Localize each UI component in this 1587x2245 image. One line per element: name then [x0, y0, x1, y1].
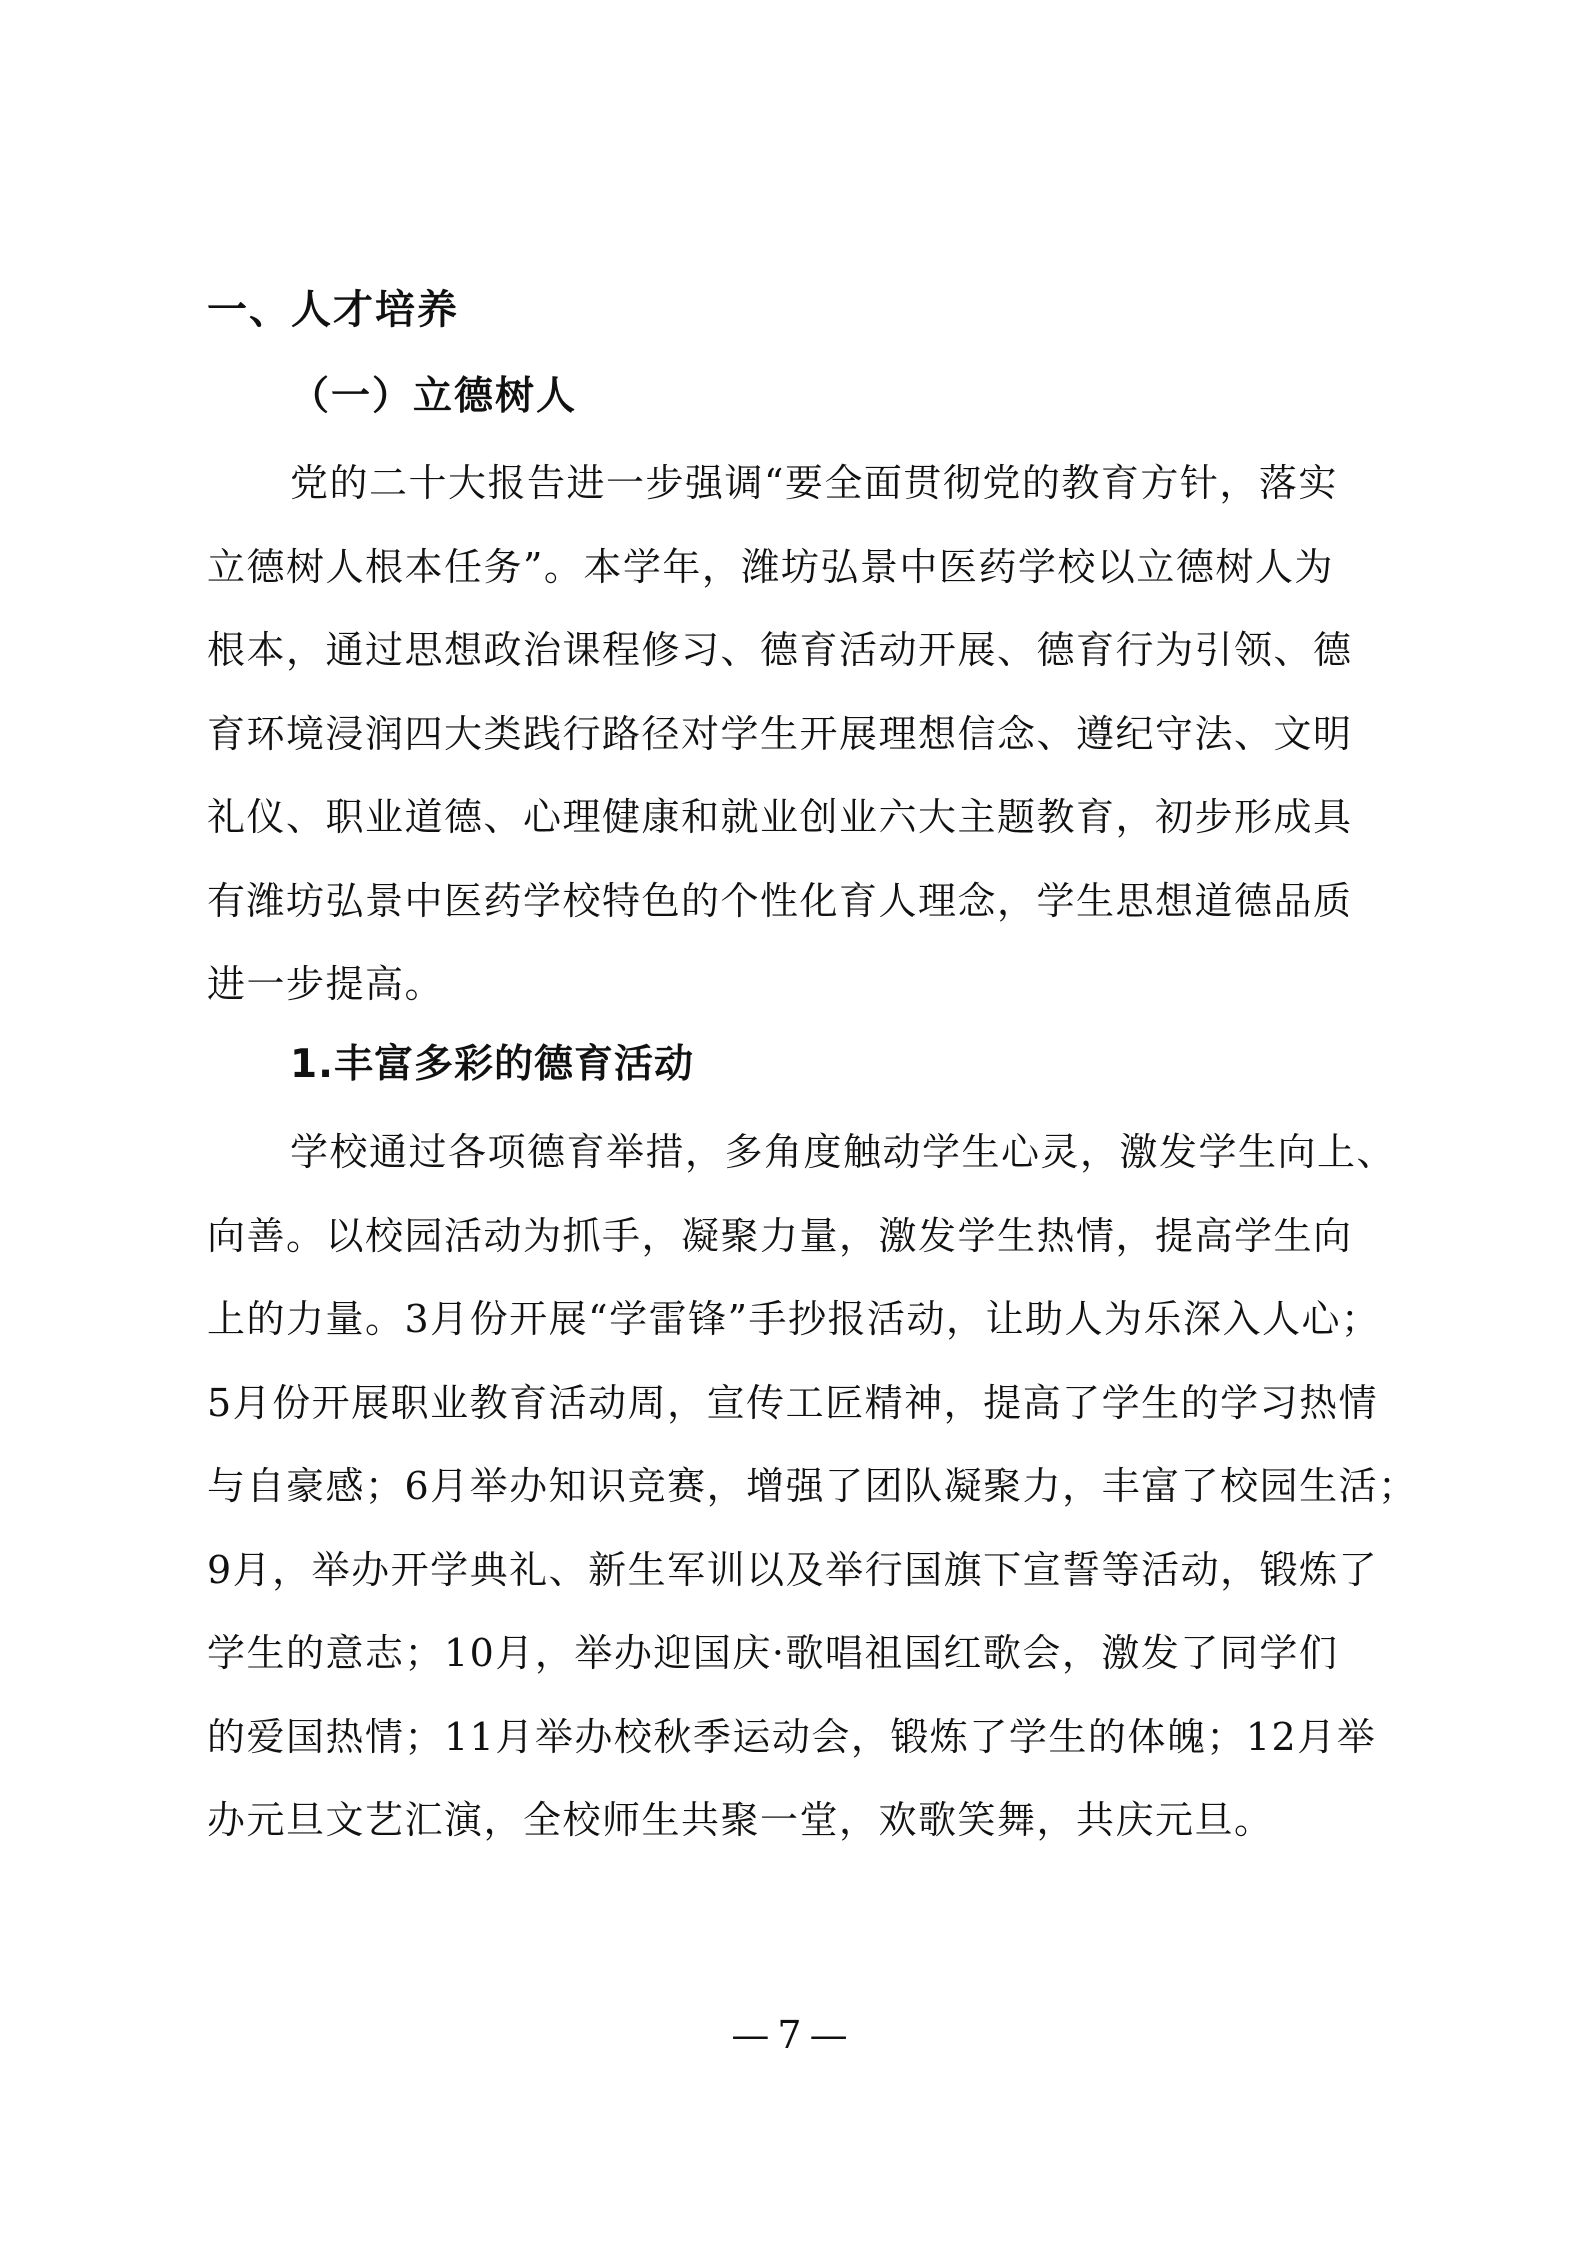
text-line: 学生的意志；10月，举办迎国庆·歌唱祖国红歌会，激发了同学们 [207, 1631, 1339, 1675]
text-line: 有潍坊弘景中医药学校特色的个性化育人理念，学生思想道德品质 [207, 878, 1353, 923]
text-line: 党的二十大报告进一步强调“要全面贯彻党的教育方针，落实 [290, 461, 1338, 505]
text-line: 办元旦文艺汇演，全校师生共聚一堂，欢歌笑舞，共庆元旦。 [207, 1798, 1274, 1842]
text-line: 进一步提高。 [207, 962, 445, 1006]
text-line: 9月，举办开学典礼、新生军训以及举行国旗下宣誓等活动，锻炼了 [207, 1547, 1379, 1592]
section-heading: 一、人才培养 [207, 287, 459, 333]
paragraph-intro [207, 458, 1387, 1043]
text-line: 育环境浸润四大类践行路径对学生开展理想信念、遵纪守法、文明 [207, 711, 1353, 756]
subsection-heading: （一）立德树人 [290, 374, 578, 419]
text-line: 与自豪感；6月举办知识竞赛，增强了团队凝聚力，丰富了校园生活； [207, 1464, 1418, 1508]
text-line: 的爱国热情；11月举办校秋季运动会，锻炼了学生的体魄；12月举 [207, 1714, 1377, 1759]
page-number: —7— [731, 2013, 856, 2057]
paragraph-activities [207, 1127, 1418, 1879]
text-line: 向善。以校园活动为抓手，凝聚力量，激发学生热情，提高学生向 [207, 1213, 1353, 1258]
text-line: 根本，通过思想政治课程修习、德育活动开展、德育行为引领、德 [207, 628, 1353, 672]
text-line: 礼仪、职业道德、心理健康和就业创业六大主题教育，初步形成具 [207, 795, 1353, 839]
text-line: 上的力量。3月份开展“学雷锋”手抄报活动，让助人为乐深入人心； [207, 1297, 1381, 1341]
text-line: 5月份开展职业教育活动周，宣传工匠精神，提高了学生的学习热情 [207, 1380, 1379, 1425]
text-line: 立德树人根本任务”。本学年，潍坊弘景中医药学校以立德树人为 [207, 544, 1334, 589]
text-line: 学校通过各项德育举措，多角度触动学生心灵，激发学生向上、 [290, 1130, 1397, 1174]
item-heading: 1.丰富多彩的德育活动 [290, 1042, 694, 1087]
